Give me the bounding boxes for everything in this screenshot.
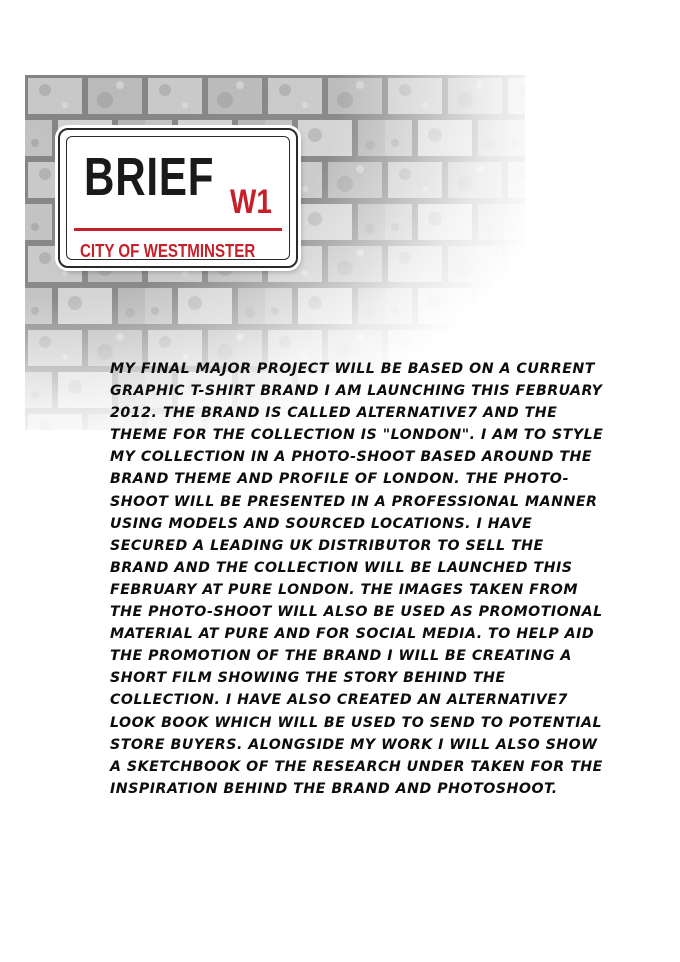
sign-divider: [74, 228, 282, 231]
street-sign: [58, 128, 298, 268]
sign-title: BRIEF: [84, 147, 215, 207]
brief-paragraph: MY FINAL MAJOR PROJECT WILL BE BASED ON A CURRENT GRAPHIC T-SHIRT BRAND I AM LAUNCHING THIS FEBRUARY 2012. THE BRAND IS CALLED ALTERNATIVE7 AND THE THEME FOR THE COLLECTION IS "LONDON". I AM TO STYLE MY COLLECTION IN A PHOTO-SHOOT BASED AROUND THE BRAND THEME AND PROFILE OF LONDON. THE PHOTO-SHOOT WILL BE PRESENTED IN A PROFESSIONAL MANNER USING MODELS AND SOURCED LOCATIONS. I HAVE SECURED A LEADING UK DISTRIBUTOR TO SELL THE BRAND AND THE COLLECTION WILL BE LAUNCHED THIS FEBRUARY AT PURE LONDON. THE IMAGES TAKEN FROM THE PHOTO-SHOOT WILL ALSO BE USED AS PROMOTIONAL MATERIAL AT PURE AND FOR SOCIAL MEDIA. TO HELP AID THE PROMOTION OF THE BRAND I WILL BE CREATING A SHORT FILM SHOWING THE STORY BEHIND THE COLLECTION. I HAVE ALSO CREATED AN ALTERNATIVE7 LOOK BOOK WHICH WILL BE USED TO SEND TO POTENTIAL STORE BUYERS. ALONGSIDE MY WORK I WILL ALSO SHOW A SKETCHBOOK OF THE RESEARCH UNDER TAKEN FOR THE INSPIRATION BEHIND THE BRAND AND PHOTOSHOOT.: [110, 361, 604, 797]
sign-district: CITY OF WESTMINSTER: [80, 241, 256, 261]
sign-postcode: W1: [230, 183, 272, 221]
